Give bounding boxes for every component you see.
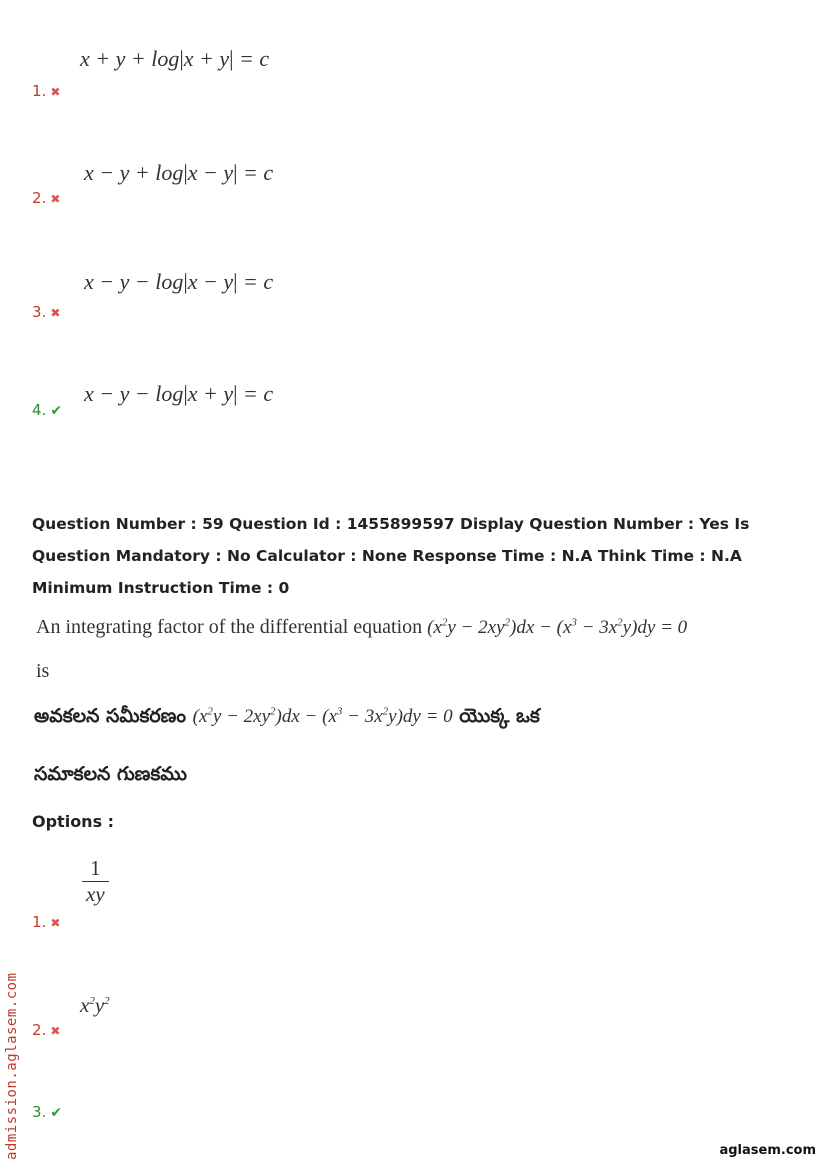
differential-equation: $(x^2y - 2xy^2)dx - (x^3 - 3x^2y)dy = 0$ bbox=[427, 616, 688, 638]
cross-icon: ✖ bbox=[50, 1024, 61, 1038]
question-text-english: An integrating factor of the differential equation $(x^2y - 2xy^2)dx - (x^3 - 3x^2y)dy = 0$ bbox=[36, 616, 688, 638]
cross-icon: ✖ bbox=[50, 192, 61, 206]
check-icon: ✔ bbox=[50, 1105, 63, 1121]
option-2-number: 2. ✖ bbox=[32, 189, 61, 207]
differential-equation-telugu: $(x^2y - 2xy^2)dx - (x^3 - 3x^2y)dy = 0$ bbox=[192, 705, 453, 727]
option-3-number: 3. ✖ bbox=[32, 303, 61, 321]
question-text-english-suffix: is bbox=[36, 660, 50, 682]
option-4-expression: x − y − log|x + y| = c bbox=[84, 381, 274, 406]
question-text-telugu-line2: సమాకలన గుణకము bbox=[34, 763, 187, 785]
question-text-telugu: అవకలన సమీకరణం $(x^2y - 2xy^2)dx - (x^3 - 3x^2y)dy = 0$ యొక్క ఒక bbox=[34, 705, 540, 727]
cross-icon: ✖ bbox=[50, 85, 61, 99]
option-2-number: 2. ✖ bbox=[32, 1021, 61, 1039]
options-label: Options : bbox=[32, 812, 115, 831]
check-icon: ✔ bbox=[50, 403, 63, 419]
cross-icon: ✖ bbox=[50, 306, 61, 320]
footer-brand: aglasem.com bbox=[719, 1143, 816, 1158]
option-1-fraction: $\frac{1}{xy}$ bbox=[82, 856, 109, 907]
cross-icon: ✖ bbox=[50, 916, 61, 930]
option-2-expression: $x^2y^2$ bbox=[80, 993, 110, 1017]
option-4-number: 4. ✔ bbox=[32, 401, 63, 419]
option-3-number: 3. ✔ bbox=[32, 1103, 63, 1121]
option-2-expression: x − y + log|x − y| = c bbox=[84, 160, 274, 185]
option-1-number: 1. ✖ bbox=[32, 913, 61, 931]
option-3-expression: x − y − log|x − y| = c bbox=[84, 269, 274, 294]
side-watermark: admission.aglasem.com bbox=[4, 972, 20, 1160]
option-1-number: 1. ✖ bbox=[32, 82, 61, 100]
question-meta: Question Number : 59 Question Id : 1455899597 Display Question Number : Yes Is Question Mandatory : No Calculator : None Response Time : N.A Think Time : N.A Minimum Instruction Time : 0 bbox=[32, 515, 750, 597]
option-1-expression: x + y + log|x + y| = c bbox=[80, 46, 270, 71]
